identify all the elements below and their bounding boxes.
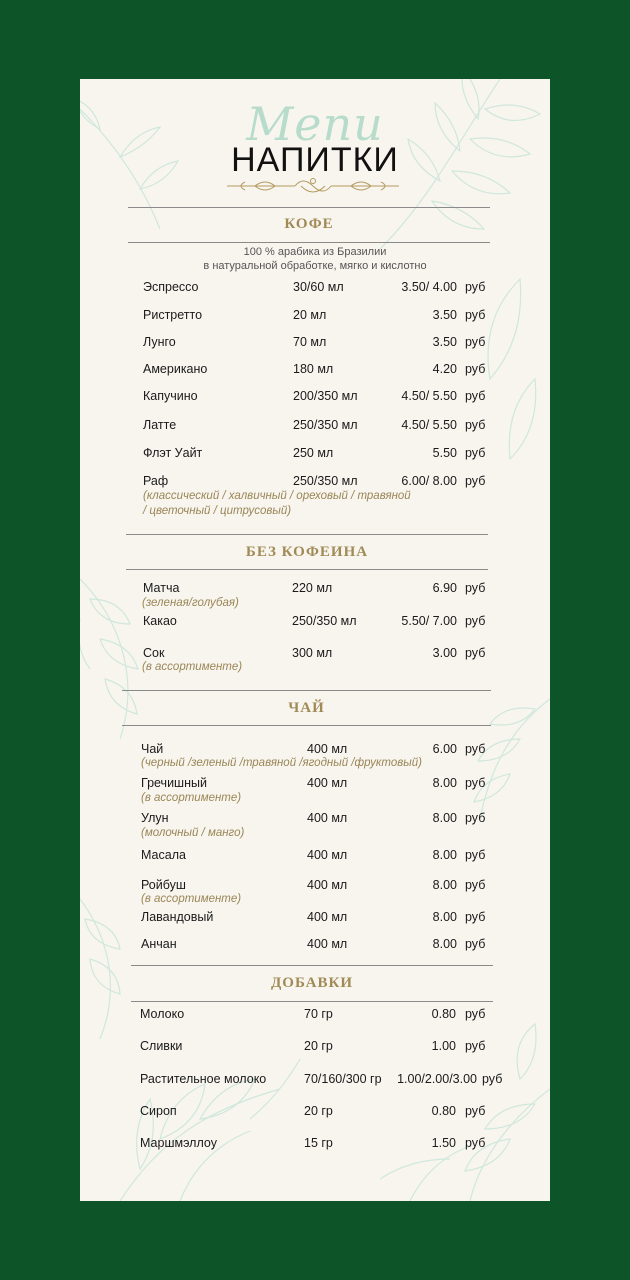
item-note: (зеленая/голубая) [142, 597, 239, 609]
item-volume: 400 мл [307, 937, 348, 951]
item-name: Маршмэллоу [140, 1136, 217, 1150]
menu-item-row [80, 937, 550, 955]
item-volume: 250 мл [293, 446, 334, 460]
item-price: 3.50 [432, 308, 457, 322]
item-price: 3.50 [432, 335, 457, 349]
item-price: 3.50/ 4.00 [401, 280, 457, 294]
item-volume: 15 гр [304, 1136, 333, 1150]
item-note: (черный /зеленый /травяной /ягодный /фруктовый) [141, 757, 422, 769]
item-volume: 400 мл [307, 910, 348, 924]
menu-card [80, 79, 550, 1201]
item-volume: 20 гр [304, 1039, 333, 1053]
page-title: НАПИТКИ [231, 141, 399, 179]
item-currency: руб [465, 811, 486, 825]
item-currency: руб [465, 362, 486, 376]
menu-item-row [80, 335, 550, 353]
item-name: Ристретто [143, 308, 203, 322]
item-name: Эспрессо [143, 280, 199, 294]
section-note-line: в натуральной обработке, мягко и кислотно [203, 260, 427, 272]
item-volume: 220 мл [292, 581, 333, 595]
item-volume: 400 мл [307, 776, 348, 790]
item-name: Капучино [143, 389, 198, 403]
item-currency: руб [465, 646, 486, 660]
item-name: Лунго [143, 335, 176, 349]
item-currency: руб [465, 742, 486, 756]
item-volume: 250/350 мл [293, 418, 358, 432]
section-title: ДОБАВКИ [270, 975, 354, 991]
item-price: 0.80 [431, 1007, 456, 1021]
section-title: БЕЗ КОФЕИНА [245, 544, 369, 560]
item-name: Ройбуш [141, 878, 186, 892]
item-currency: руб [465, 418, 486, 432]
item-price: 4.20 [432, 362, 457, 376]
menu-item-row [80, 1039, 550, 1057]
item-volume: 250/350 мл [292, 614, 357, 628]
item-volume: 400 мл [307, 811, 348, 825]
menu-item-row [80, 418, 550, 436]
section-rule-bottom [126, 569, 488, 570]
item-volume: 200/350 мл [293, 389, 358, 403]
menu-item-row [80, 848, 550, 866]
menu-item-row [80, 362, 550, 380]
item-volume: 20 мл [293, 308, 327, 322]
menu-script-title: Menu [246, 97, 384, 151]
item-name: Растительное молоко [140, 1072, 267, 1086]
item-currency: руб [465, 937, 486, 951]
item-volume: 20 гр [304, 1104, 333, 1118]
item-currency: руб [465, 1136, 486, 1150]
item-name: Раф [143, 474, 169, 488]
item-volume: 70/160/300 гр [304, 1072, 382, 1086]
item-currency: руб [465, 581, 486, 595]
item-price: 6.00 [432, 742, 457, 756]
item-price: 4.50/ 5.50 [401, 389, 457, 403]
item-name: Флэт Уайт [143, 446, 203, 460]
item-name: Сливки [140, 1039, 183, 1053]
item-currency: руб [465, 1039, 486, 1053]
section-title: КОФЕ [284, 216, 334, 232]
item-currency: руб [465, 474, 486, 488]
item-volume: 70 мл [293, 335, 327, 349]
ornament-divider [225, 175, 401, 197]
item-price: 8.00 [432, 937, 457, 951]
item-currency: руб [465, 848, 486, 862]
item-name: Какао [143, 614, 177, 628]
item-price: 1.00/2.00/3.00 [397, 1072, 477, 1086]
menu-item-row [80, 308, 550, 326]
item-price: 8.00 [432, 910, 457, 924]
menu-item-row [80, 1007, 550, 1025]
item-volume: 250/350 мл [293, 474, 358, 488]
item-name: Лавандовый [141, 910, 214, 924]
item-name: Гречишный [141, 776, 207, 790]
item-volume: 300 мл [292, 646, 333, 660]
item-volume: 400 мл [307, 878, 348, 892]
item-price: 8.00 [432, 848, 457, 862]
section-rule-bottom [122, 725, 491, 726]
item-currency: руб [465, 308, 486, 322]
item-name: Американо [143, 362, 208, 376]
section-rule-bottom [131, 1001, 493, 1002]
item-currency: руб [465, 446, 486, 460]
menu-item-row [80, 1104, 550, 1122]
item-currency: руб [482, 1072, 503, 1086]
menu-item-row [80, 389, 550, 407]
section-rule-top [128, 207, 490, 208]
menu-item-row [80, 280, 550, 298]
item-currency: руб [465, 1104, 486, 1118]
item-price: 8.00 [432, 878, 457, 892]
item-currency: руб [465, 389, 486, 403]
item-price: 1.50 [431, 1136, 456, 1150]
item-price: 5.50/ 7.00 [401, 614, 457, 628]
item-price: 1.00 [431, 1039, 456, 1053]
item-currency: руб [465, 335, 486, 349]
menu-item-row [80, 910, 550, 928]
item-currency: руб [465, 1007, 486, 1021]
item-price: 4.50/ 5.50 [401, 418, 457, 432]
item-name: Масала [141, 848, 186, 862]
item-note: (в ассортименте) [141, 893, 242, 905]
item-currency: руб [465, 280, 486, 294]
section-rule-top [126, 534, 488, 535]
item-price: 6.00/ 8.00 [401, 474, 457, 488]
item-price: 6.90 [432, 581, 457, 595]
item-name: Анчан [141, 937, 177, 951]
item-currency: руб [465, 776, 486, 790]
item-currency: руб [465, 910, 486, 924]
item-name: Молоко [140, 1007, 185, 1021]
item-volume: 70 гр [304, 1007, 333, 1021]
item-name: Матча [143, 581, 180, 595]
section-rule-top [122, 690, 491, 691]
item-name: Сироп [140, 1104, 177, 1118]
item-note: (в ассортименте) [141, 792, 242, 804]
menu-item-row [80, 1136, 550, 1154]
item-note: (молочный / манго) [141, 827, 245, 839]
item-volume: 180 мл [293, 362, 334, 376]
item-note: (классический / халвичный / ореховый / травяной [143, 490, 411, 502]
item-note: / цветочный / цитрусовый) [143, 505, 292, 517]
item-currency: руб [465, 614, 486, 628]
item-price: 3.00 [432, 646, 457, 660]
item-name: Улун [141, 811, 169, 825]
item-volume: 400 мл [307, 742, 348, 756]
menu-item-row [80, 614, 550, 632]
item-price: 5.50 [432, 446, 457, 460]
menu-item-row [80, 1072, 550, 1090]
item-volume: 30/60 мл [293, 280, 344, 294]
menu-item-row [80, 446, 550, 464]
item-name: Латте [143, 418, 177, 432]
item-price: 0.80 [431, 1104, 456, 1118]
item-currency: руб [465, 878, 486, 892]
item-volume: 400 мл [307, 848, 348, 862]
section-note-line: 100 % арабика из Бразилии [243, 246, 387, 258]
item-name: Чай [141, 742, 164, 756]
section-rule-top [131, 965, 493, 966]
item-price: 8.00 [432, 776, 457, 790]
item-name: Сок [143, 646, 165, 660]
item-note: (в ассортименте) [142, 661, 243, 673]
section-rule-bottom [128, 242, 490, 243]
section-title: ЧАЙ [288, 700, 325, 716]
item-price: 8.00 [432, 811, 457, 825]
